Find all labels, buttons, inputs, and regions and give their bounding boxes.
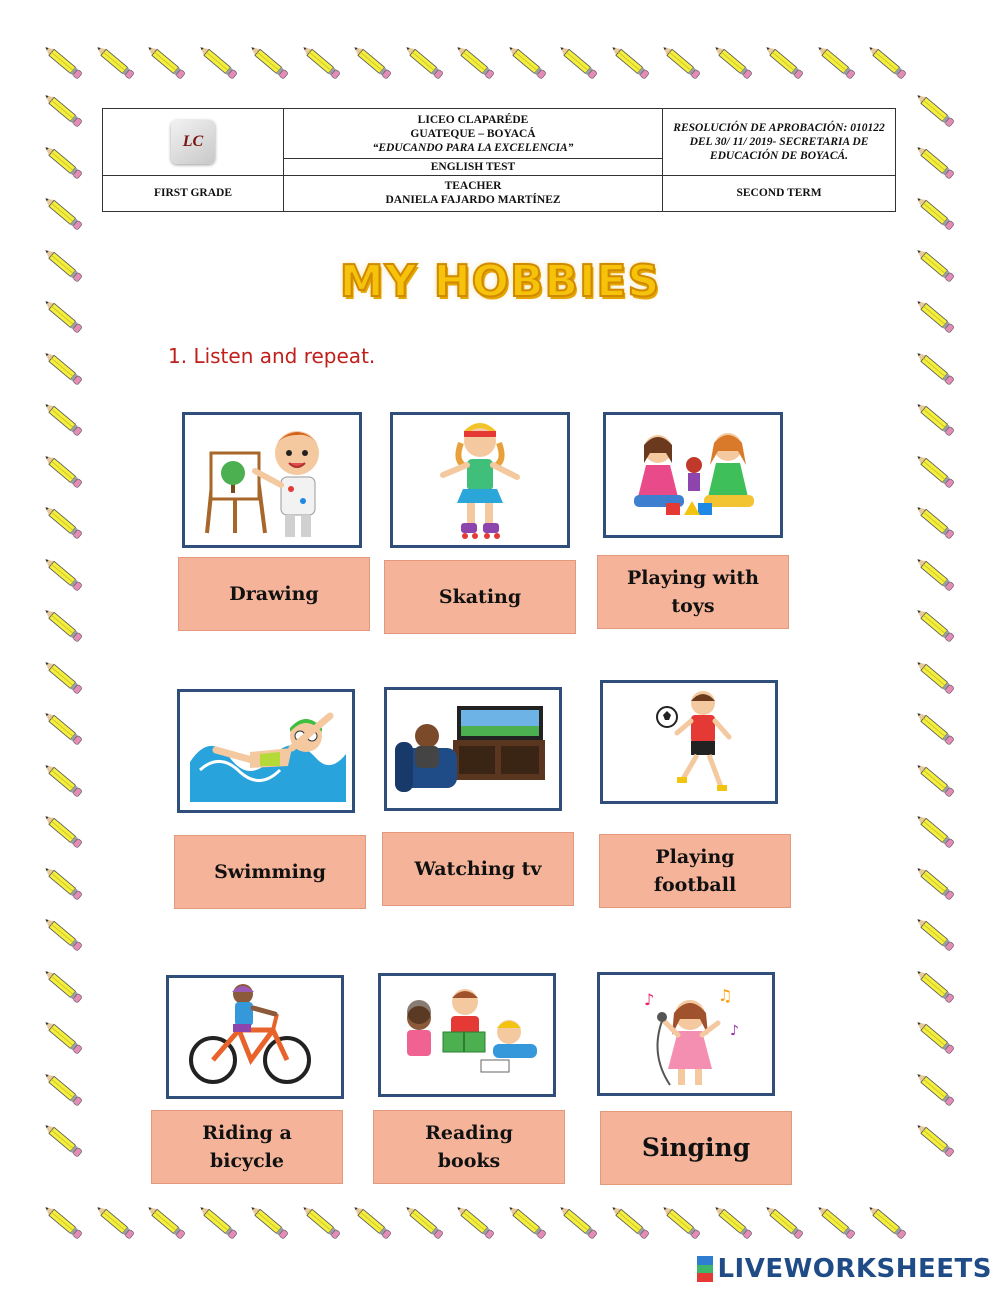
pencil-icon <box>348 40 396 85</box>
pencil-icon <box>39 963 87 1008</box>
kids-reading-icon <box>381 976 553 1094</box>
pencil-icon <box>39 551 87 596</box>
hobby-image-drawing <box>182 412 362 548</box>
pencil-icon <box>911 500 959 545</box>
pencil-icon <box>39 397 87 442</box>
pencil-icon <box>911 1066 959 1111</box>
pencil-icon <box>39 139 87 184</box>
pencil-icon <box>554 1200 602 1245</box>
pencil-icon <box>911 397 959 442</box>
pencil-icon <box>39 191 87 236</box>
pencil-icon <box>39 242 87 287</box>
pencil-icon <box>39 860 87 905</box>
hobby-label-singing: Singing <box>600 1111 792 1185</box>
school-logo-icon: LC <box>171 120 215 164</box>
pencil-icon <box>193 1200 241 1245</box>
resolution-text: RESOLUCIÓN DE APROBACIÓN: 010122 DEL 30/ 11/ 2019- SECRETARIA DE EDUCACIÓN DE BOYACÁ. <box>663 109 896 176</box>
hobby-label-watching-tv: Watching tv <box>382 832 574 906</box>
hobby-label-skating: Skating <box>384 560 576 634</box>
pencil-icon <box>39 88 87 133</box>
pencil-icon <box>911 294 959 339</box>
pencil-icon <box>39 603 87 648</box>
pencil-icon <box>911 448 959 493</box>
pencil-icon <box>39 1118 87 1163</box>
pencil-icon <box>911 809 959 854</box>
pencil-icon <box>911 860 959 905</box>
pencil-icon <box>708 40 756 85</box>
hobby-image-skating <box>390 412 570 548</box>
pencil-icon <box>911 88 959 133</box>
school-info-cell <box>284 109 663 159</box>
hobby-label-drawing: Drawing <box>178 557 370 631</box>
pencil-icon <box>657 1200 705 1245</box>
pencil-icon <box>911 1015 959 1060</box>
pencil-icon <box>911 963 959 1008</box>
pencil-icon <box>911 912 959 957</box>
hobby-label-swimming: Swimming <box>174 835 366 909</box>
pencil-icon <box>708 1200 756 1245</box>
pencil-icon <box>451 40 499 85</box>
pencil-icon <box>39 912 87 957</box>
pencil-icon <box>39 500 87 545</box>
pencil-icon <box>39 1200 87 1245</box>
header-table <box>102 108 896 212</box>
school-location: GUATEQUE – BOYACÁ <box>410 127 536 140</box>
pencil-icon <box>39 1015 87 1060</box>
pencil-icon <box>863 1200 911 1245</box>
pencil-icon <box>296 40 344 85</box>
term-text: SECOND TERM <box>663 175 896 211</box>
school-motto: “EDUCANDO PARA LA EXCELENCIA” <box>372 141 574 154</box>
pencil-icon <box>39 294 87 339</box>
pencil-icon <box>90 40 138 85</box>
test-name: ENGLISH TEST <box>284 159 663 175</box>
hobby-label-playing-football: Playing football <box>599 834 791 908</box>
grade-text: FIRST GRADE <box>103 175 284 211</box>
hobby-image-playing-toys <box>603 412 783 538</box>
svg-text:♪: ♪ <box>730 1023 739 1039</box>
hobby-image-playing-football <box>600 680 778 804</box>
pencil-icon <box>39 757 87 802</box>
pencil-icon <box>296 1200 344 1245</box>
pencil-icon <box>911 757 959 802</box>
school-name: LICEO CLAPARÉDE <box>417 113 529 126</box>
pencil-icon <box>760 1200 808 1245</box>
hobby-label-riding-bicycle: Riding a bicycle <box>151 1110 343 1184</box>
pencil-icon <box>554 40 602 85</box>
svg-text:♪: ♪ <box>644 990 655 1009</box>
hobby-label-reading-books: Reading books <box>373 1110 565 1184</box>
boy-painting-icon <box>185 415 359 545</box>
pencil-icon <box>811 1200 859 1245</box>
pencil-icon <box>193 40 241 85</box>
pencil-icon <box>39 654 87 699</box>
kids-playing-toys-icon <box>606 415 780 535</box>
pencil-icon <box>863 40 911 85</box>
pencil-icon <box>502 1200 550 1245</box>
svg-text:♫: ♫ <box>718 986 733 1005</box>
pencil-icon <box>142 40 190 85</box>
pencil-icon <box>39 448 87 493</box>
pencil-icon <box>348 1200 396 1245</box>
pencil-icon <box>39 809 87 854</box>
watching-tv-icon <box>387 690 559 808</box>
pencil-icon <box>399 1200 447 1245</box>
pencil-icon <box>657 40 705 85</box>
pencil-icon <box>142 1200 190 1245</box>
pencil-icon <box>911 654 959 699</box>
hobby-image-riding-bicycle <box>166 975 344 1099</box>
pencil-icon <box>911 191 959 236</box>
boy-football-icon <box>603 683 775 801</box>
girl-singing-icon <box>600 975 772 1093</box>
pencil-icon <box>911 345 959 390</box>
pencil-icon <box>911 603 959 648</box>
hobby-label-playing-with-toys: Playing with toys <box>597 555 789 629</box>
pencil-icon <box>245 1200 293 1245</box>
pencil-icon <box>760 40 808 85</box>
watermark-text: LIVEWORKSHEETS <box>717 1254 992 1284</box>
hobby-image-watching-tv <box>384 687 562 811</box>
pencil-icon <box>39 706 87 751</box>
teacher-label: TEACHER <box>444 180 502 193</box>
pencil-icon <box>39 345 87 390</box>
pencil-icon <box>90 1200 138 1245</box>
pencil-icon <box>911 242 959 287</box>
instruction-text: 1. Listen and repeat. <box>168 344 376 368</box>
teacher-name: DANIELA FAJARDO MARTÍNEZ <box>385 194 561 207</box>
liveworksheets-watermark <box>697 1254 992 1284</box>
pencil-icon <box>605 40 653 85</box>
pencil-icon <box>811 40 859 85</box>
pencil-icon <box>605 1200 653 1245</box>
pencil-icon <box>451 1200 499 1245</box>
pencil-icon <box>911 551 959 596</box>
hobby-image-swimming <box>177 689 355 813</box>
pencil-icon <box>39 1066 87 1111</box>
liveworksheets-logo-icon <box>697 1256 713 1282</box>
pencil-icon <box>245 40 293 85</box>
boy-swimming-icon <box>180 692 352 810</box>
teacher-cell <box>284 175 663 211</box>
hobby-image-reading-books <box>378 973 556 1097</box>
pencil-icon <box>911 706 959 751</box>
pencil-icon <box>911 139 959 184</box>
pencil-icon <box>39 40 87 85</box>
pencil-icon <box>911 1118 959 1163</box>
girl-skating-icon <box>393 415 567 545</box>
pencil-icon <box>502 40 550 85</box>
pencil-icon <box>399 40 447 85</box>
page-title: MY HOBBIES <box>339 256 661 307</box>
logo-cell <box>103 109 284 176</box>
hobby-image-singing <box>597 972 775 1096</box>
riding-bicycle-icon <box>169 978 341 1096</box>
